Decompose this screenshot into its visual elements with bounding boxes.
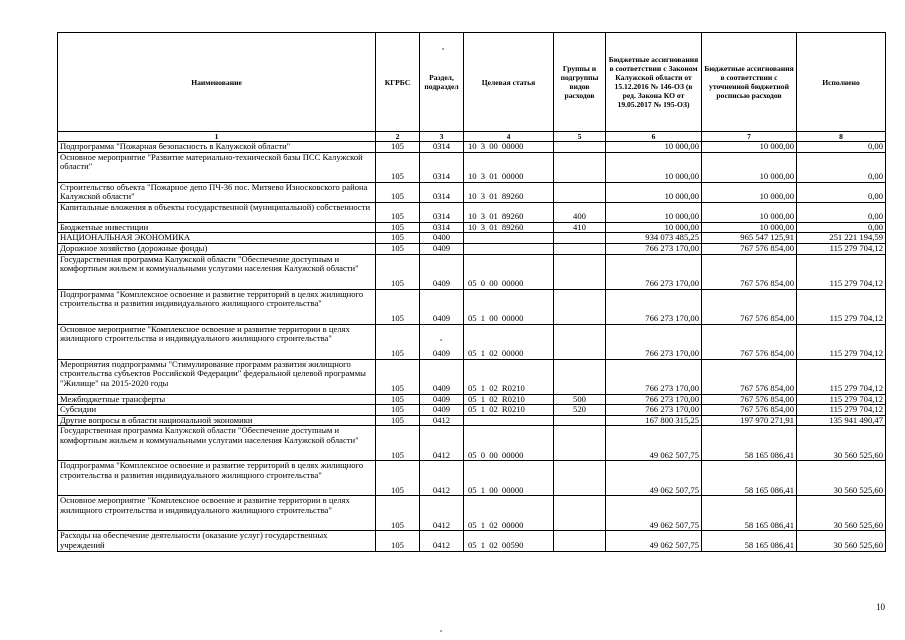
cell-executed: 0,00: [797, 142, 886, 153]
cell-section: 0409: [420, 359, 464, 394]
cell-executed: 115 279 704,12: [797, 405, 886, 416]
cell-group: [554, 182, 606, 202]
cell-name: Подпрограмма "Комплексное освоение и развитие территорий в целях жилищного строительства и развития индивидуального жилищного строительства": [58, 461, 376, 496]
cell-group: [554, 359, 606, 394]
cell-target: 05 1 02 R0210: [464, 394, 554, 405]
table-row: [58, 202, 886, 222]
cell-budget-law: 766 273 170,00: [606, 405, 702, 416]
table-row: [58, 461, 886, 496]
cell-budget-law: 934 073 485,25: [606, 233, 702, 244]
cell-executed: 115 279 704,12: [797, 254, 886, 289]
table-row: [58, 415, 886, 426]
cell-group: 520: [554, 405, 606, 416]
header-budget-law: Бюджетные ассигнования в соответствии с Законом Калужской области от 15.12.2016 № 146-ОЗ (в ред. Закона КО от 19.05.2017 № 195-ОЗ): [606, 33, 702, 132]
cell-group: [554, 254, 606, 289]
cell-budget-law: 766 273 170,00: [606, 289, 702, 324]
cell-target: 05 1 02 00590: [464, 531, 554, 551]
cell-budget-refined: 10 000,00: [702, 152, 797, 182]
cell-target: 05 0 00 00000: [464, 426, 554, 461]
cell-budget-refined: 10 000,00: [702, 142, 797, 153]
cell-group: [554, 426, 606, 461]
col-number: 5: [554, 132, 606, 142]
cell-section: 0314: [420, 182, 464, 202]
cell-budget-law: 10 000,00: [606, 222, 702, 233]
cell-budget-refined: 767 576 854,00: [702, 289, 797, 324]
table-row: [58, 254, 886, 289]
header-name: Наименование: [58, 33, 376, 132]
cell-name: Расходы на обеспечение деятельности (оказание услуг) государственных учреждений: [58, 531, 376, 551]
table-row: [58, 182, 886, 202]
cell-group: [554, 415, 606, 426]
col-number: 4: [464, 132, 554, 142]
cell-group: [554, 233, 606, 244]
col-number: 2: [376, 132, 420, 142]
table-row: [58, 243, 886, 254]
table-row: [58, 405, 886, 416]
cell-section: 0412: [420, 461, 464, 496]
cell-target: 05 1 02 R0210: [464, 359, 554, 394]
cell-group: 400: [554, 202, 606, 222]
cell-section: 0412: [420, 426, 464, 461]
cell-group: [554, 324, 606, 359]
cell-kgrbs: 105: [376, 202, 420, 222]
cell-budget-refined: 197 970 271,91: [702, 415, 797, 426]
cell-name: Основное мероприятие "Комплексное освоение и развитие территории в целях жилищного строительства и индивидуального жилищного строительства": [58, 496, 376, 531]
cell-executed: 0,00: [797, 222, 886, 233]
cell-target: 05 1 00 00000: [464, 461, 554, 496]
cell-section: 0314: [420, 152, 464, 182]
cell-executed: 30 560 525,60: [797, 461, 886, 496]
cell-executed: 115 279 704,12: [797, 289, 886, 324]
cell-name: НАЦИОНАЛЬНАЯ ЭКОНОМИКА: [58, 233, 376, 244]
cell-kgrbs: 105: [376, 142, 420, 153]
header-section: Раздел, подраздел: [420, 33, 464, 132]
cell-name: Государственная программа Калужской области "Обеспечение доступным и комфортным жильем и коммунальными услугами населения Калужской области": [58, 254, 376, 289]
cell-budget-refined: 965 547 125,91: [702, 233, 797, 244]
cell-budget-law: 10 000,00: [606, 152, 702, 182]
cell-section: 0412: [420, 496, 464, 531]
cell-executed: 135 941 490,47: [797, 415, 886, 426]
cell-kgrbs: 105: [376, 289, 420, 324]
col-number: 7: [702, 132, 797, 142]
cell-kgrbs: 105: [376, 496, 420, 531]
cell-name: Основное мероприятие "Комплексное освоение и развитие территории в целях жилищного строительства и индивидуального жилищного строительства": [58, 324, 376, 359]
cell-budget-law: 766 273 170,00: [606, 324, 702, 359]
cell-executed: 30 560 525,60: [797, 496, 886, 531]
cell-name: Субсидии: [58, 405, 376, 416]
cell-name: Подпрограмма "Пожарная безопасность в Калужской области": [58, 142, 376, 153]
cell-target: 05 0 00 00000: [464, 254, 554, 289]
table-row: [58, 233, 886, 244]
budget-table: [57, 32, 886, 552]
cell-budget-law: 766 273 170,00: [606, 359, 702, 394]
scan-dot: °: [442, 48, 445, 54]
cell-group: [554, 243, 606, 254]
cell-group: [554, 152, 606, 182]
page-number: 10: [876, 602, 885, 612]
table-row: [58, 496, 886, 531]
cell-target: [464, 415, 554, 426]
cell-executed: 115 279 704,12: [797, 359, 886, 394]
cell-budget-refined: 58 165 086,41: [702, 426, 797, 461]
cell-budget-refined: 767 576 854,00: [702, 359, 797, 394]
cell-budget-law: 10 000,00: [606, 202, 702, 222]
cell-budget-refined: 58 165 086,41: [702, 531, 797, 551]
cell-budget-refined: 10 000,00: [702, 182, 797, 202]
cell-budget-law: 10 000,00: [606, 142, 702, 153]
table-row: [58, 426, 886, 461]
cell-kgrbs: 105: [376, 394, 420, 405]
cell-target: 05 1 02 R0210: [464, 405, 554, 416]
table-row: [58, 359, 886, 394]
cell-executed: 0,00: [797, 182, 886, 202]
cell-target: 05 1 02 00000: [464, 496, 554, 531]
header-kgrbs: КГРБС: [376, 33, 420, 132]
header-target: Целевая статья: [464, 33, 554, 132]
cell-executed: 0,00: [797, 152, 886, 182]
cell-target: [464, 243, 554, 254]
cell-kgrbs: 105: [376, 182, 420, 202]
cell-group: [554, 531, 606, 551]
cell-section: 0314: [420, 222, 464, 233]
scan-dot: °: [440, 339, 443, 345]
cell-name: Мероприятия подпрограммы "Стимулирование программ развития жилищного строительства субъектов Российской Федерации" федеральной целевой программы "Жилище" на 2015-2020 годы: [58, 359, 376, 394]
cell-name: Строительство объекта "Пожарное депо ПЧ-36 пос. Митяево Износковского района Калужской области": [58, 182, 376, 202]
cell-executed: 115 279 704,12: [797, 394, 886, 405]
cell-budget-refined: 58 165 086,41: [702, 461, 797, 496]
cell-group: [554, 461, 606, 496]
column-number-row: [58, 132, 886, 142]
cell-section: 0409: [420, 394, 464, 405]
cell-target: 10 3 00 00000: [464, 142, 554, 153]
cell-kgrbs: 105: [376, 415, 420, 426]
cell-budget-refined: 10 000,00: [702, 222, 797, 233]
cell-budget-law: 49 062 507,75: [606, 461, 702, 496]
scan-dot: °: [440, 630, 443, 636]
cell-target: 10 3 01 89260: [464, 202, 554, 222]
cell-kgrbs: 105: [376, 233, 420, 244]
table-row: [58, 222, 886, 233]
cell-executed: 115 279 704,12: [797, 243, 886, 254]
cell-executed: 30 560 525,60: [797, 426, 886, 461]
cell-group: 410: [554, 222, 606, 233]
header-budget-refined: Бюджетные ассигнования в соответствии с уточненной бюджетной росписью расходов: [702, 33, 797, 132]
table-row: [58, 324, 886, 359]
cell-section: 0412: [420, 531, 464, 551]
cell-target: 10 3 01 89260: [464, 222, 554, 233]
cell-section: 0409: [420, 289, 464, 324]
cell-kgrbs: 105: [376, 461, 420, 496]
cell-kgrbs: 105: [376, 222, 420, 233]
cell-group: 500: [554, 394, 606, 405]
cell-executed: 30 560 525,60: [797, 531, 886, 551]
cell-budget-refined: 58 165 086,41: [702, 496, 797, 531]
cell-budget-law: 766 273 170,00: [606, 394, 702, 405]
table-header-row: [58, 33, 886, 132]
cell-target: 05 1 02 00000: [464, 324, 554, 359]
table-row: [58, 531, 886, 551]
cell-budget-refined: 767 576 854,00: [702, 243, 797, 254]
cell-budget-law: 766 273 170,00: [606, 243, 702, 254]
cell-kgrbs: 105: [376, 359, 420, 394]
table-row: [58, 394, 886, 405]
header-executed: Исполнено: [797, 33, 886, 132]
cell-name: Капитальные вложения в объекты государственной (муниципальной) собственности: [58, 202, 376, 222]
cell-executed: 0,00: [797, 202, 886, 222]
cell-name: Подпрограмма "Комплексное освоение и развитие территорий в целях жилищного строительства и развития индивидуального жилищного строительства": [58, 289, 376, 324]
cell-kgrbs: 105: [376, 243, 420, 254]
cell-budget-refined: 767 576 854,00: [702, 324, 797, 359]
cell-name: Другие вопросы в области национальной экономики: [58, 415, 376, 426]
cell-section: 0314: [420, 142, 464, 153]
cell-section: 0409: [420, 243, 464, 254]
cell-target: 10 3 01 00000: [464, 152, 554, 182]
cell-executed: 251 221 194,59: [797, 233, 886, 244]
cell-budget-refined: 767 576 854,00: [702, 394, 797, 405]
cell-section: 0409: [420, 324, 464, 359]
cell-section: 0409: [420, 254, 464, 289]
cell-group: [554, 496, 606, 531]
cell-target: 05 1 00 00000: [464, 289, 554, 324]
cell-kgrbs: 105: [376, 152, 420, 182]
cell-budget-law: 167 800 315,25: [606, 415, 702, 426]
cell-section: 0412: [420, 415, 464, 426]
cell-kgrbs: 105: [376, 324, 420, 359]
cell-section: 0409: [420, 405, 464, 416]
table-row: [58, 152, 886, 182]
cell-kgrbs: 105: [376, 531, 420, 551]
cell-group: [554, 289, 606, 324]
col-number: 8: [797, 132, 886, 142]
col-number: 1: [58, 132, 376, 142]
cell-budget-refined: 10 000,00: [702, 202, 797, 222]
cell-budget-law: 766 273 170,00: [606, 254, 702, 289]
cell-target: 10 3 01 89260: [464, 182, 554, 202]
cell-kgrbs: 105: [376, 405, 420, 416]
cell-name: Основное мероприятие "Развитие материально-технической базы ПСС Калужской области": [58, 152, 376, 182]
cell-budget-law: 49 062 507,75: [606, 496, 702, 531]
cell-kgrbs: 105: [376, 426, 420, 461]
cell-budget-law: 49 062 507,75: [606, 426, 702, 461]
cell-budget-law: 49 062 507,75: [606, 531, 702, 551]
cell-name: Дорожное хозяйство (дорожные фонды): [58, 243, 376, 254]
cell-name: Бюджетные инвестиции: [58, 222, 376, 233]
cell-executed: 115 279 704,12: [797, 324, 886, 359]
table-row: [58, 289, 886, 324]
table-row: [58, 142, 886, 153]
col-number: 6: [606, 132, 702, 142]
cell-name: Государственная программа Калужской области "Обеспечение доступным и комфортным жильем и коммунальными услугами населения Калужской области": [58, 426, 376, 461]
header-groups: Группы и подгруппы видов расходов: [554, 33, 606, 132]
cell-section: 0314: [420, 202, 464, 222]
cell-section: 0400: [420, 233, 464, 244]
cell-budget-refined: 767 576 854,00: [702, 405, 797, 416]
cell-name: Межбюджетные трансферты: [58, 394, 376, 405]
cell-budget-law: 10 000,00: [606, 182, 702, 202]
col-number: 3: [420, 132, 464, 142]
cell-group: [554, 142, 606, 153]
cell-kgrbs: 105: [376, 254, 420, 289]
cell-budget-refined: 767 576 854,00: [702, 254, 797, 289]
cell-target: [464, 233, 554, 244]
